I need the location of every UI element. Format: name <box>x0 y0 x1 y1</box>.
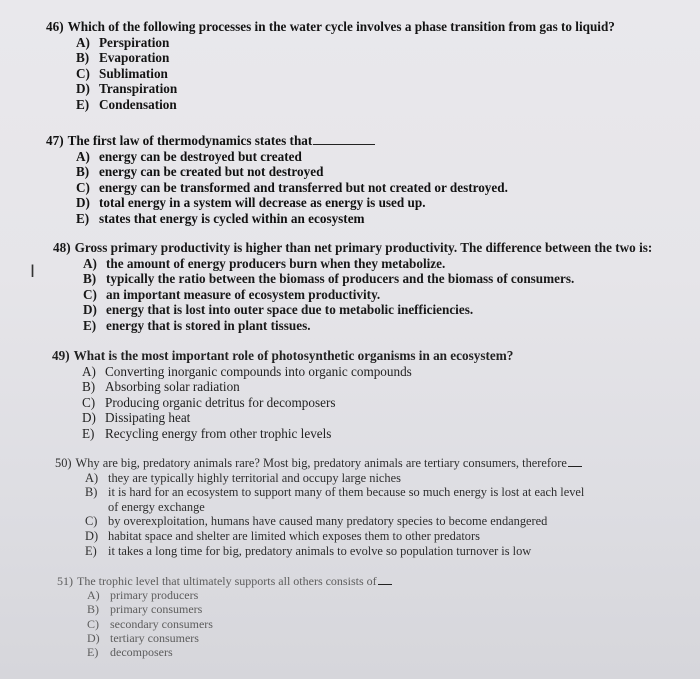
answer-options <box>82 364 513 442</box>
option-text: Dissipating heat <box>105 410 191 426</box>
question-49 <box>52 348 513 442</box>
option-c <box>76 180 508 196</box>
option-c <box>76 66 615 82</box>
option-text: typically the ratio between the biomass of producers and the biomass of consumers. <box>106 271 575 287</box>
option-b <box>87 602 392 616</box>
option-text: Sublimation <box>99 65 168 81</box>
option-d <box>76 81 615 97</box>
answer-options <box>83 256 652 334</box>
question-stem <box>46 133 508 149</box>
question-stem <box>55 456 584 471</box>
answer-blank <box>313 143 375 145</box>
option-d <box>87 631 392 645</box>
option-text: Transpiration <box>99 81 178 97</box>
question-number: 50) <box>55 456 72 470</box>
option-d <box>76 195 508 211</box>
question-text: Which of the following processes in the water cycle involves a phase transition from gas to liquid? <box>67 19 615 34</box>
option-text: it takes a long time for big, predatory animals to evolve so population turnover is low <box>108 543 532 558</box>
option-letter: E) <box>83 317 97 333</box>
option-a <box>76 35 615 51</box>
question-number: 48) <box>53 240 71 255</box>
option-letter: C) <box>76 179 90 195</box>
option-a <box>76 149 508 165</box>
option-d <box>85 529 584 544</box>
question-51 <box>57 574 392 659</box>
question-46 <box>46 19 615 113</box>
option-letter: D) <box>76 81 90 97</box>
option-letter: A) <box>85 470 99 485</box>
option-text: Perspiration <box>99 34 170 50</box>
option-letter: D) <box>76 195 90 211</box>
question-text: The trophic level that ultimately supports all others consists of <box>77 574 377 588</box>
question-number: 46) <box>46 19 64 34</box>
text-cursor-icon: I <box>30 262 36 282</box>
option-a <box>85 471 584 486</box>
option-text: they are typically highly territorial and occupy large niches <box>108 470 401 485</box>
option-text: energy can be transformed and transferred but not created or destroyed. <box>99 179 508 195</box>
option-text: states that energy is cycled within an ecosystem <box>99 210 365 226</box>
option-e <box>76 211 508 227</box>
option-letter: B) <box>87 602 99 617</box>
question-stem <box>52 348 513 364</box>
option-text: Converting inorganic compounds into organic compounds <box>105 363 412 379</box>
option-letter: C) <box>82 394 96 410</box>
option-text: the amount of energy producers burn when they metabolize. <box>106 255 446 271</box>
option-b <box>82 379 513 395</box>
option-text: it is hard for an ecosystem to support many of them because so much energy is lost at each level <box>108 485 585 500</box>
option-letter: A) <box>76 148 90 164</box>
option-text: primary producers <box>110 588 199 603</box>
option-letter: D) <box>82 410 96 426</box>
option-b <box>85 485 584 514</box>
option-text-continued: of energy exchange <box>108 499 205 514</box>
option-letter: E) <box>76 210 90 226</box>
option-letter: E) <box>82 425 95 441</box>
option-text: an important measure of ecosystem productivity. <box>106 286 381 302</box>
option-letter: A) <box>87 588 100 603</box>
option-a <box>82 364 513 380</box>
option-letter: B) <box>85 485 98 500</box>
option-letter: A) <box>82 363 96 379</box>
question-number: 51) <box>57 574 73 588</box>
option-text: secondary consumers <box>110 616 213 631</box>
question-text: Why are big, predatory animals rare? Most big, predatory animals are tertiary consumers, therefore <box>75 456 567 470</box>
option-letter: E) <box>87 645 99 660</box>
option-letter: E) <box>85 543 97 558</box>
option-letter: B) <box>83 271 97 287</box>
option-b <box>76 50 615 66</box>
option-letter: A) <box>83 255 97 271</box>
answer-options <box>85 471 584 559</box>
option-letter: C) <box>85 514 98 529</box>
option-b <box>83 271 652 287</box>
option-letter: B) <box>76 164 90 180</box>
option-letter: E) <box>76 96 90 112</box>
question-50 <box>55 456 584 558</box>
option-e <box>87 645 392 659</box>
option-a <box>83 256 652 272</box>
option-letter: D) <box>83 302 97 318</box>
answer-options <box>76 149 508 227</box>
question-48 <box>53 240 652 334</box>
answer-options <box>87 588 392 659</box>
question-stem <box>57 574 392 588</box>
answer-blank <box>568 465 582 467</box>
option-text: Absorbing solar radiation <box>105 379 240 395</box>
option-text: tertiary consumers <box>110 630 199 645</box>
option-letter: D) <box>85 528 99 543</box>
option-text: by overexploitation, humans have caused many predatory species to become endangered <box>108 514 548 529</box>
option-e <box>85 544 584 559</box>
option-e <box>82 426 513 442</box>
option-text: total energy in a system will decrease as energy is used up. <box>99 195 426 211</box>
option-letter: C) <box>87 616 99 631</box>
option-e <box>76 97 615 113</box>
option-text: energy that is lost into outer space due to metabolic inefficiencies. <box>106 302 474 318</box>
option-text: primary consumers <box>110 602 203 617</box>
answer-options <box>76 35 615 113</box>
option-d <box>82 410 513 426</box>
option-e <box>83 318 652 334</box>
option-c <box>83 287 652 303</box>
question-47 <box>46 133 508 227</box>
answer-blank <box>378 583 392 585</box>
option-letter: C) <box>83 286 97 302</box>
option-text: energy that is stored in plant tissues. <box>106 317 311 333</box>
option-text: energy can be created but not destroyed <box>99 164 324 180</box>
option-text: habitat space and shelter are limited which exposes them to other predators <box>108 528 480 543</box>
question-text: What is the most important role of photosynthetic organisms in an ecosystem? <box>73 348 514 363</box>
option-letter: A) <box>76 34 90 50</box>
option-text: Condensation <box>99 96 177 112</box>
question-text: Gross primary productivity is higher than net primary productivity. The difference between the two is: <box>74 240 653 255</box>
option-text: decomposers <box>110 645 173 660</box>
option-letter: C) <box>76 65 90 81</box>
option-c <box>85 514 584 529</box>
option-letter: B) <box>82 379 96 395</box>
option-a <box>87 588 392 602</box>
option-letter: B) <box>76 50 90 66</box>
option-text: Producing organic detritus for decomposers <box>105 394 336 410</box>
option-c <box>82 395 513 411</box>
question-stem <box>53 240 652 256</box>
question-text: The first law of thermodynamics states that <box>67 133 313 148</box>
option-letter: D) <box>87 630 100 645</box>
question-number: 47) <box>46 133 64 148</box>
option-c <box>87 617 392 631</box>
option-text: Evaporation <box>99 50 170 66</box>
option-d <box>83 302 652 318</box>
option-text: energy can be destroyed but created <box>99 148 302 164</box>
question-number: 49) <box>52 348 70 363</box>
option-b <box>76 164 508 180</box>
option-text: Recycling energy from other trophic levels <box>105 425 332 441</box>
question-stem <box>46 19 615 35</box>
